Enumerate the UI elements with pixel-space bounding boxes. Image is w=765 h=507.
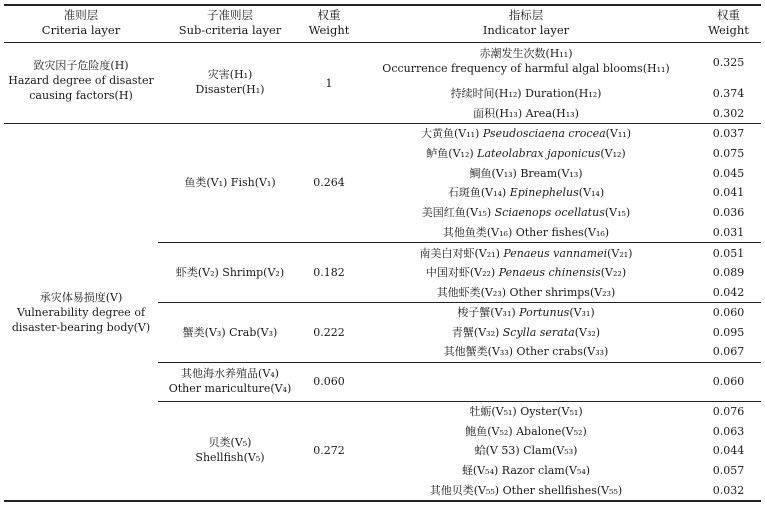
indicator-row-7 (356, 185, 696, 200)
indicator-weight-4: 0.037 (712, 127, 745, 140)
subcriteria-v1-weight: 0.264 (313, 176, 345, 189)
indicator-text-1-1: 赤潮发生次数(H₁₁) (479, 47, 573, 60)
indicator-weight-3: 0.302 (712, 107, 745, 120)
indicator-en: Abalone(V₅₂) (516, 425, 587, 438)
indicator-zh: 鲍鱼(V₅₂) (465, 425, 517, 438)
indicator-weight-19: 0.044 (712, 444, 745, 457)
indicator-en: Portunus (519, 306, 570, 319)
indicator-zh: 其他贝类(V₅₅) (429, 484, 503, 497)
indicator-row-17 (356, 404, 696, 419)
indicator-text-1-2: Occurrence frequency of harmful algal blooms(H₁₁) (382, 62, 670, 75)
indicator-code: (V₁₁) (605, 127, 631, 140)
indicator-row-15 (356, 344, 696, 359)
bottom-rule (4, 500, 761, 502)
indicator-zh: 鲈鱼(V₁₂) (426, 147, 478, 160)
indicator-code: (V₁₄) (578, 186, 605, 199)
indicator-code: (V₃₁) (569, 306, 595, 319)
indicator-weight-7: 0.041 (712, 186, 745, 199)
indicator-en: Clam(V₅₃) (523, 444, 578, 457)
indicator-weight-18: 0.063 (712, 425, 745, 438)
indicator-weight-12: 0.042 (712, 286, 745, 299)
indicator-zh: 鲷鱼(V₁₃) (469, 167, 521, 180)
indicator-weight-1: 0.325 (712, 56, 745, 69)
indicator-zh: 牡蛎(V₅₁) (469, 405, 521, 418)
group-rule-shrimp (158, 242, 761, 243)
criteria-header: 准则层 Criteria layer (41, 8, 121, 37)
indicator-row-5 (356, 146, 696, 161)
indicator-en: Penaeus vannamei (503, 247, 608, 260)
indicator-weight-10: 0.051 (712, 247, 745, 260)
indicator-row-9 (356, 225, 696, 240)
group-rule-other (158, 362, 761, 363)
indicator-row-12 (356, 285, 696, 300)
indicator-weight-5: 0.075 (712, 147, 745, 160)
subcriteria-v3-weight: 0.222 (313, 326, 345, 339)
indicator-row-19 (356, 443, 696, 458)
subcriteria-v2-weight: 0.182 (313, 266, 345, 279)
subcriteria-v5: 贝类(V₅) Shellfish(V₅) (195, 436, 265, 464)
indicator-weight-2: 0.374 (712, 87, 745, 100)
group-rule-crab (158, 302, 761, 303)
indicator-en: Sciaenops ocellatus (494, 206, 605, 219)
weight-header: 权重 Weight (308, 8, 350, 37)
indicator-row-13 (356, 305, 696, 320)
indicator-en: Other fishes(V₁₆) (515, 226, 610, 239)
indicator-header: 指标层 Indicator layer (482, 8, 570, 37)
indicator-weight-13: 0.060 (712, 306, 745, 319)
indicator-weight-8: 0.036 (712, 206, 745, 219)
indicator-row-20 (356, 463, 696, 478)
indicator-zh: 其他鱼类(V₁₆) (442, 226, 516, 239)
weight-header-2: 权重 Weight (708, 8, 749, 37)
indicator-zh: 面积(H₁₃) (473, 107, 526, 120)
indicator-zh: 蛏(V₅₄) (461, 464, 502, 477)
indicator-zh: 其他蟹类(V₃₃) (443, 345, 517, 358)
indicator-code: (V₂₁) (607, 247, 633, 260)
indicator-zh: 美国红鱼(V₁₅) (421, 206, 495, 219)
indicator-weight-14: 0.095 (712, 326, 745, 339)
indicator-weight-21: 0.032 (712, 484, 745, 497)
group-rule-shellfish (158, 401, 761, 402)
indicator-weight-17: 0.076 (712, 405, 745, 418)
indicator-en: Pseudosciaena crocea (482, 127, 606, 140)
indicator-en: Bream(V₁₃) (520, 167, 583, 180)
indicator-en: Duration(H₁₂) (525, 87, 602, 100)
subcriteria-v4: 其他海水养殖品(V₄) Other mariculture(V₄) (168, 367, 292, 395)
indicator-row-3 (356, 106, 696, 121)
indicator-zh: 其他虾类(V₂₃) (436, 286, 510, 299)
indicator-zh: 石斑鱼(V₁₄) (447, 186, 510, 199)
subcriteria-v1: 鱼类(V₁) Fish(V₁) (184, 176, 276, 189)
indicator-en: Scylla serata (502, 326, 575, 339)
indicator-weight-20: 0.057 (712, 464, 745, 477)
indicator-row-11 (356, 265, 696, 280)
top-rule (4, 4, 761, 6)
indicator-weight-9: 0.031 (712, 226, 745, 239)
indicator-row-21 (356, 483, 696, 498)
indicator-zh: 持续时间(H₁₂) (450, 87, 526, 100)
subcriteria-v4-weight: 0.060 (313, 375, 345, 388)
indicator-row-10 (356, 246, 696, 261)
indicator-row-8 (356, 205, 696, 220)
indicator-en: Other shellfishes(V₅₅) (502, 484, 623, 497)
indicator-zh: 南美白对虾(V₂₁) (419, 247, 504, 260)
indicator-en: Other shrimps(V₂₃) (509, 286, 616, 299)
criteria-v: 承灾体易损度(V) Vulnerability degree of disaster-bearing body(V) (11, 291, 151, 334)
indicator-zh: 梭子蟹(V₃₁) (457, 306, 520, 319)
indicator-en: Oyster(V₅₁) (520, 405, 583, 418)
indicator-weight-15: 0.067 (712, 345, 745, 358)
subcriteria-h1-weight: 1 (325, 77, 333, 90)
indicator-code: (V₃₂) (574, 326, 601, 339)
subcriteria-h1: 灾害(H₁) Disaster(H₁) (195, 68, 265, 96)
indicator-zh: 蛤(V 53) (474, 444, 524, 457)
indicator-code: (V₁₅) (604, 206, 631, 219)
indicator-zh: 大黄鱼(V₁₁) (420, 127, 483, 140)
subcriteria-v5-weight: 0.272 (313, 444, 345, 457)
indicator-en: Epinephelus (509, 186, 579, 199)
indicator-en: Other crabs(V₃₃) (516, 345, 609, 358)
indicator-code: (V₂₂) (600, 266, 627, 279)
subcriteria-v2: 虾类(V₂) Shrimp(V₂) (175, 266, 285, 279)
indicator-code: (V₁₂) (600, 147, 626, 160)
indicator-weight-16: 0.060 (712, 375, 745, 388)
indicator-en: Lateolabrax japonicus (477, 147, 601, 160)
criteria-h: 致灾因子危险度(H) Hazard degree of disaster causing factors(H) (8, 59, 154, 102)
indicator-en: Penaeus chinensis (498, 266, 601, 279)
indicator-en: Razor clam(V₅₄) (501, 464, 591, 477)
section-rule (4, 123, 761, 124)
indicator-row-18 (356, 424, 696, 439)
indicator-row-6 (356, 166, 696, 181)
subcriteria-header: 子准则层 Sub-criteria layer (178, 8, 282, 37)
indicator-row-2 (356, 86, 696, 101)
indicator-row-4 (356, 126, 696, 141)
indicator-zh: 中国对虾(V₂₂) (425, 266, 499, 279)
indicator-row-14 (356, 325, 696, 340)
indicator-zh: 青蟹(V₃₂) (451, 326, 503, 339)
indicator-row-1 (356, 46, 696, 76)
indicator-weight-11: 0.089 (712, 266, 745, 279)
subcriteria-v3: 蟹类(V₃) Crab(V₃) (182, 326, 278, 339)
indicator-weight-6: 0.045 (712, 167, 745, 180)
indicator-en: Area(H₁₃) (525, 107, 579, 120)
header-rule (4, 42, 761, 43)
